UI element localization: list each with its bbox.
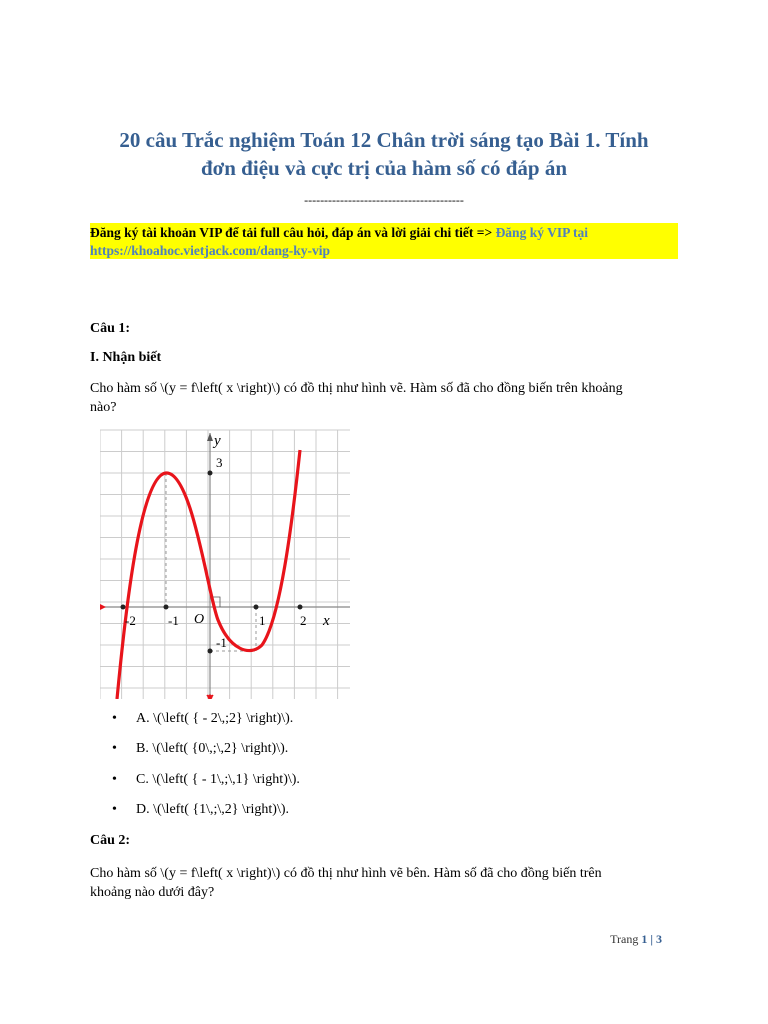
footer-prefix: Trang <box>610 932 642 946</box>
question-2-label: Câu 2: <box>90 833 131 848</box>
option-a[interactable] <box>112 711 293 727</box>
bullet-icon: • <box>112 772 117 787</box>
separator: ---------------------------------------- <box>304 193 464 207</box>
option-c[interactable] <box>112 772 300 788</box>
footer-total-pages: 3 <box>656 932 662 946</box>
question-2-text-line-2: khoảng nào dưới đây? <box>90 885 215 900</box>
x-axis-arrow-left <box>100 604 106 610</box>
question-1-text-line-1: Cho hàm số \(y = f\left( x \right)\) có đồ thị như hình vẽ. Hàm số đã cho đồng biến trên khoảng <box>90 381 623 396</box>
question-1-label: Câu 1: <box>90 321 131 336</box>
question-2-text <box>90 864 678 902</box>
option-a-text: A. \(\left( { - 2\,;2} \right)\). <box>136 711 294 726</box>
vip-link-url[interactable]: https://khoahoc.vietjack.com/dang-ky-vip <box>90 243 331 258</box>
option-d[interactable] <box>112 802 289 818</box>
x-tick-1: 1 <box>259 613 266 628</box>
function-graph <box>100 425 352 699</box>
question-1-text <box>90 379 678 417</box>
point-x-1 <box>254 605 259 610</box>
point-x-minus-2 <box>121 605 126 610</box>
bullet-icon: • <box>112 802 117 817</box>
point-y-3 <box>208 471 213 476</box>
footer-page-number: 1 <box>641 932 648 946</box>
point-x-minus-1 <box>164 605 169 610</box>
point-x-2 <box>298 605 303 610</box>
bullet-icon: • <box>112 741 117 756</box>
question-2-text-line-1: Cho hàm số \(y = f\left( x \right)\) có đồ thị như hình vẽ bên. Hàm số đã cho đồng biến trên <box>90 866 602 881</box>
vip-banner-text: Đăng ký tài khoản VIP để tải full câu hỏi, đáp án và lời giải chi tiết => <box>90 225 496 240</box>
point-y-minus-1 <box>208 649 213 654</box>
option-c-text: C. \(\left( { - 1\,;\,1} \right)\). <box>136 772 300 787</box>
title-line-2: đơn điệu và cực trị của hàm số có đáp án <box>200 156 568 180</box>
title-line-1: 20 câu Trắc nghiệm Toán 12 Chân trời sáng tạo Bài 1. Tính <box>119 128 649 152</box>
page-title <box>90 126 678 182</box>
bullet-icon: • <box>112 711 117 726</box>
option-b[interactable] <box>112 741 288 757</box>
y-axis-label: y <box>214 433 221 449</box>
option-b-text: B. \(\left( {0\,;\,2} \right)\). <box>136 741 289 756</box>
footer-separator: | <box>647 932 656 946</box>
x-tick-minus-2: -2 <box>125 613 136 628</box>
x-tick-minus-1: -1 <box>168 613 179 628</box>
vip-banner <box>90 223 678 259</box>
option-d-text: D. \(\left( {1\,;\,2} \right)\). <box>136 802 290 817</box>
vip-link-text[interactable]: Đăng ký VIP tại <box>495 225 588 240</box>
x-tick-2: 2 <box>300 613 307 628</box>
x-axis-label: x <box>323 613 330 629</box>
question-1-level: I. Nhận biết <box>90 350 162 365</box>
graph-grid <box>100 430 350 699</box>
page-footer <box>610 932 662 947</box>
question-1-text-line-2: nào? <box>90 400 117 415</box>
y-tick-3: 3 <box>216 455 223 470</box>
origin-label: O <box>194 612 205 627</box>
y-tick-minus-1: -1 <box>216 635 227 650</box>
